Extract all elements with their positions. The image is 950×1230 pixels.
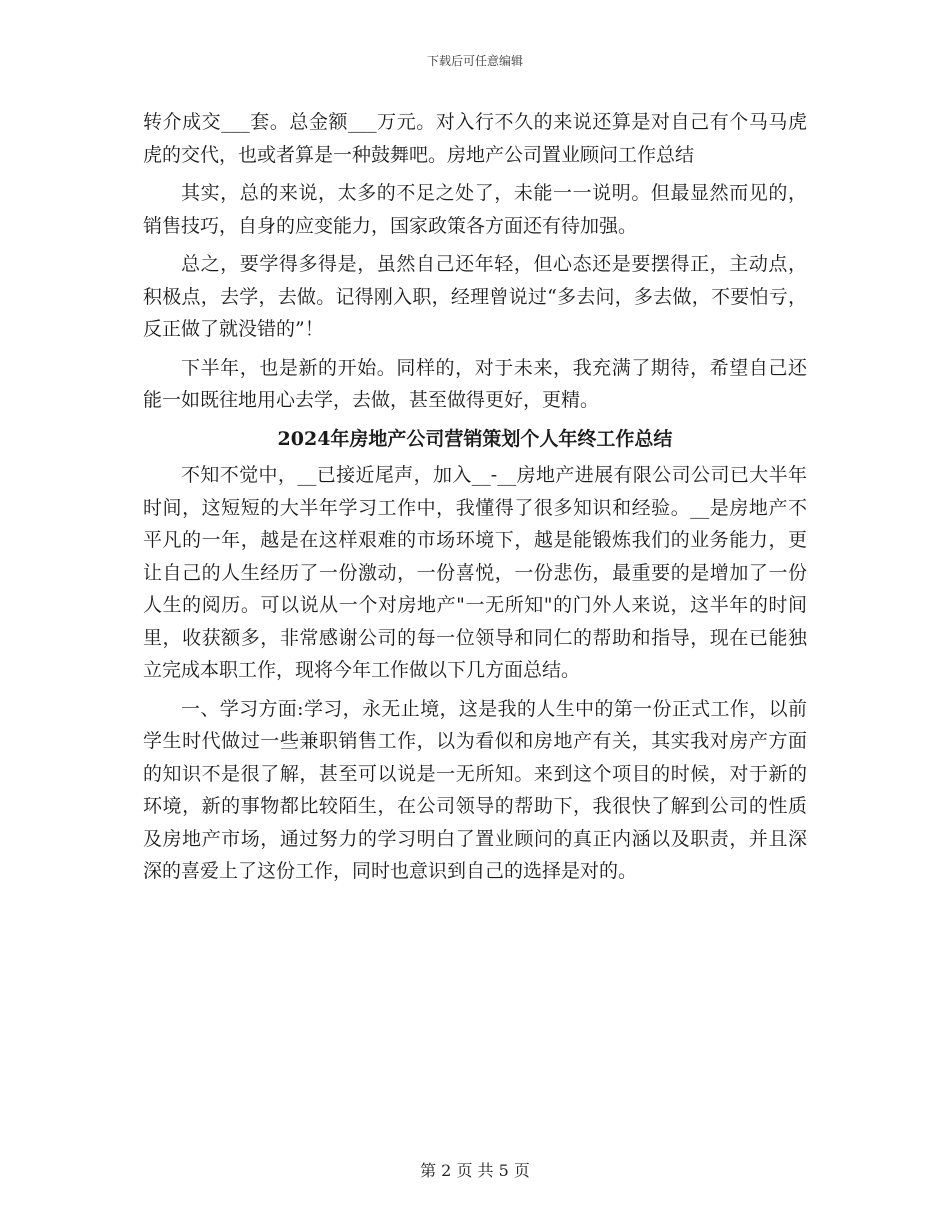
paragraph-continuation: 转介成交___套。总金额___万元。对入行不久的来说还算是对自己有个马马虎虎的交代，也或者算是一种鼓舞吧。房地产公司置业顾问工作总结 [143, 111, 807, 166]
paragraph: 一、学习方面:学习，永无止境，这是我的人生中的第一份正式工作，以前学生时代做过一些兼职销售工作，以为看似和房地产有关，其实我对房产方面的知识不是很了解，甚至可以说是一无所知。来到这个项目的时候，对于新的环境，新的事物都比较陌生，在公司领导的帮助下，我很快了解到公司的性质及房地产市场，通过努力的学习明白了置业顾问的真正内涵以及职责，并且深深的喜爱上了这份工作，同时也意识到自己的选择是对的。 [143, 697, 807, 882]
paragraph: 其实，总的来说，太多的不足之处了，未能一一说明。但最显然而见的，销售技巧，自身的应变能力，国家政策各方面还有待加强。 [143, 182, 807, 237]
page-header: 下载后可任意编辑 [426, 54, 523, 68]
section-title: 2024年房地产公司营销策划个人年终工作总结 [277, 427, 673, 450]
paragraph: 下半年，也是新的开始。同样的，对于未来，我充满了期待，希望自己还能一如既往地用心去学，去做，甚至做得更好，更精。 [143, 356, 807, 411]
paragraph: 不知不觉中，__已接近尾声，加入__-__房地产进展有限公司公司已大半年时间，这短短的大半年学习工作中，我懂得了很多知识和经验。__是房地产不平凡的一年，越是在这样艰难的市场环境下，越是能锻炼我们的业务能力，更让自己的人生经历了一份激动，一份喜悦，一份悲伤，最重要的是增加了一份人生的阅历。可以说从一个对房地产"一无所知"的门外人来说，这半年的时间里，收获额多，非常感谢公司的每一位领导和同仁的帮助和指导，现在已能独立完成本职工作，现将今年工作做以下几方面总结。 [143, 464, 807, 681]
page-number: 第 2 页 共 5 页 [420, 1161, 530, 1180]
paragraph: 总之，要学得多得是，虽然自己还年轻，但心态还是要摆得正，主动点，积极点，去学，去做。记得刚入职，经理曾说过“多去问，多去做，不要怕亏，反正做了就没错的”！ [143, 253, 807, 340]
document-body [143, 106, 807, 894]
